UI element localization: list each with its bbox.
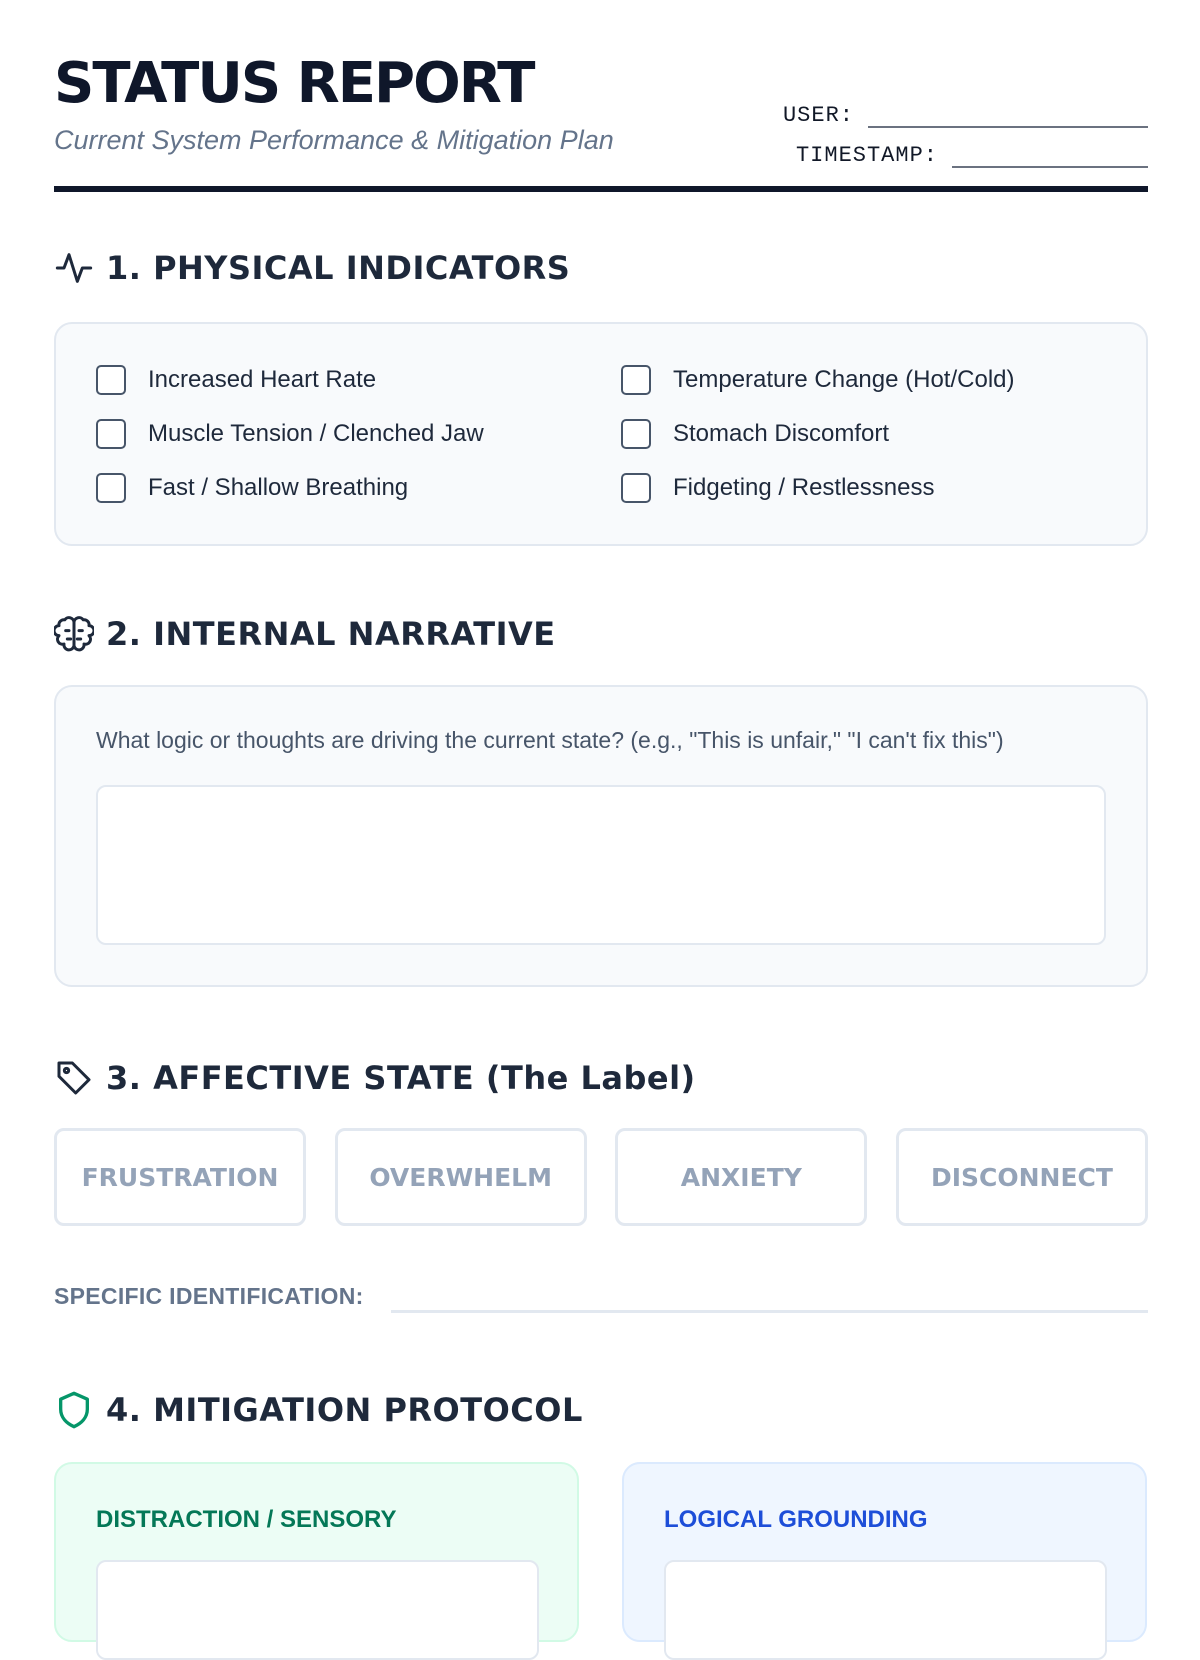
distraction-sensory-input[interactable] bbox=[96, 1560, 539, 1660]
checklist-item[interactable] bbox=[621, 418, 1121, 450]
checkbox-label: Fast / Shallow Breathing bbox=[148, 474, 409, 501]
checklist-item[interactable] bbox=[96, 364, 621, 396]
distraction-sensory-title: DISTRACTION / SENSORY bbox=[96, 1506, 397, 1533]
status-report-page bbox=[54, 0, 1148, 1533]
affective-option-anxiety[interactable]: ANXIETY bbox=[615, 1128, 867, 1226]
timestamp-label: TIMESTAMP: bbox=[795, 143, 938, 168]
section-affective-heading bbox=[54, 1058, 696, 1098]
section-affective-title: 3. AFFECTIVE STATE (The Label) bbox=[106, 1059, 696, 1097]
section-physical-title: 1. PHYSICAL INDICATORS bbox=[106, 249, 571, 287]
timestamp-field bbox=[768, 128, 1148, 168]
checklist-item[interactable] bbox=[96, 418, 621, 450]
brain-icon bbox=[54, 614, 94, 654]
section-narrative-heading bbox=[54, 614, 556, 654]
affective-option-disconnect[interactable]: DISCONNECT bbox=[896, 1128, 1148, 1226]
user-input-line[interactable] bbox=[868, 104, 1148, 128]
checkbox-label: Increased Heart Rate bbox=[148, 366, 377, 393]
report-header bbox=[54, 0, 1148, 195]
section-narrative-title: 2. INTERNAL NARRATIVE bbox=[106, 615, 556, 653]
checkbox[interactable] bbox=[621, 473, 651, 503]
affective-options bbox=[54, 1128, 1148, 1226]
internal-narrative-card bbox=[54, 685, 1148, 987]
logical-grounding-card bbox=[622, 1462, 1147, 1642]
user-label: USER: bbox=[782, 103, 854, 128]
specific-identification-input[interactable] bbox=[391, 1280, 1148, 1313]
checkbox[interactable] bbox=[96, 473, 126, 503]
specific-identification-label: SPECIFIC IDENTIFICATION: bbox=[54, 1283, 364, 1309]
checklist-item[interactable] bbox=[621, 472, 1121, 504]
section-mitigation-heading bbox=[54, 1390, 583, 1430]
checkbox-label: Fidgeting / Restlessness bbox=[673, 474, 935, 501]
checkbox[interactable] bbox=[96, 365, 126, 395]
narrative-prompt: What logic or thoughts are driving the current state? (e.g., "This is unfair," "I can't fix this") bbox=[96, 727, 1004, 753]
checkbox[interactable] bbox=[96, 419, 126, 449]
checkbox-label: Stomach Discomfort bbox=[673, 420, 890, 447]
affective-option-overwhelm[interactable]: OVERWHELM bbox=[335, 1128, 587, 1226]
checkbox[interactable] bbox=[621, 419, 651, 449]
page-title: STATUS REPORT bbox=[54, 51, 534, 116]
physical-indicators-card bbox=[54, 322, 1148, 546]
tag-icon bbox=[54, 1058, 94, 1098]
checklist-item[interactable] bbox=[621, 364, 1121, 396]
narrative-textarea[interactable] bbox=[96, 785, 1106, 945]
checkbox-label: Temperature Change (Hot/Cold) bbox=[673, 366, 1015, 393]
activity-icon bbox=[54, 248, 94, 288]
meta-fields bbox=[768, 88, 1148, 168]
section-mitigation-title: 4. MITIGATION PROTOCOL bbox=[106, 1391, 583, 1429]
checkbox[interactable] bbox=[621, 365, 651, 395]
logical-grounding-input[interactable] bbox=[664, 1560, 1107, 1660]
specific-identification-field bbox=[54, 1280, 1148, 1313]
page-subtitle: Current System Performance & Mitigation Plan bbox=[54, 125, 614, 155]
header-divider bbox=[54, 186, 1148, 192]
shield-icon bbox=[54, 1390, 94, 1430]
section-physical-heading bbox=[54, 248, 570, 288]
logical-grounding-title: LOGICAL GROUNDING bbox=[664, 1506, 928, 1533]
checklist-item[interactable] bbox=[96, 472, 621, 504]
checkbox-label: Muscle Tension / Clenched Jaw bbox=[148, 420, 484, 447]
distraction-sensory-card bbox=[54, 1462, 579, 1642]
physical-checklist bbox=[56, 324, 1146, 504]
timestamp-input-line[interactable] bbox=[952, 144, 1148, 168]
affective-option-frustration[interactable]: FRUSTRATION bbox=[54, 1128, 306, 1226]
user-field bbox=[768, 88, 1148, 128]
